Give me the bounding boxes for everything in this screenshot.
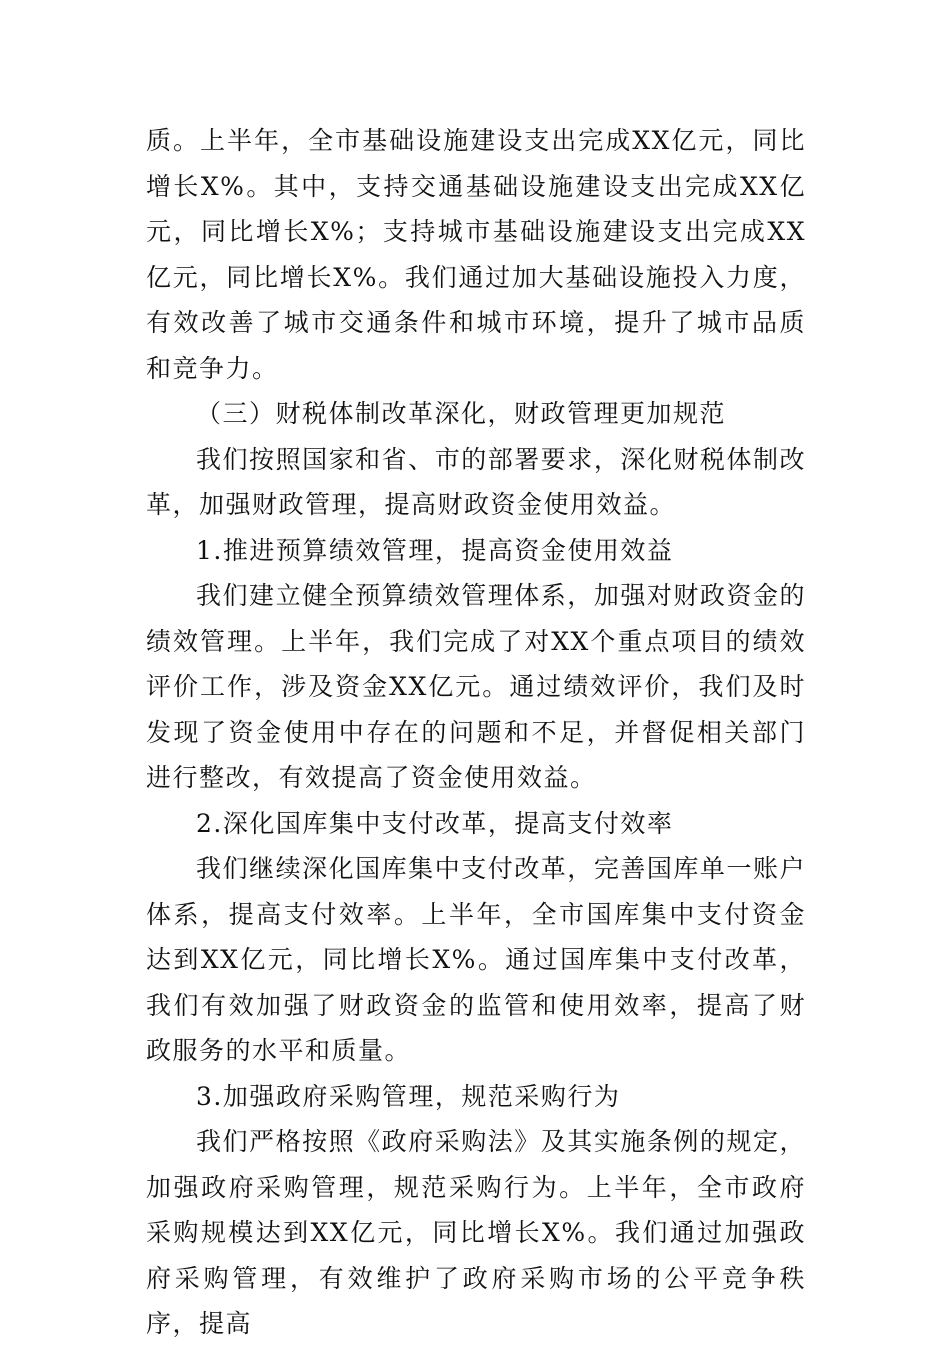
paragraph-government-procurement: 我们严格按照《政府采购法》及其实施条例的规定，加强政府采购管理，规范采购行为。上半年，全市政府采购规模达到XX亿元，同比增长X%。我们通过加强政府采购管理，有效维护了政府采购市场的公平竞争秩序，提高 [146,1127,806,1338]
subheading-2: 2.深化国库集中支付改革，提高支付效率 [196,808,674,838]
document-body [146,118,806,1347]
paragraph-section-intro: 我们按照国家和省、市的部署要求，深化财税体制改革，加强财政管理，提高财政资金使用效益。 [146,444,806,519]
subheading-1: 1.推进预算绩效管理，提高资金使用效益 [196,535,674,565]
paragraph-continued: 质。上半年，全市基础设施建设支出完成XX亿元，同比增长X%。其中，支持交通基础设施建设支出完成XX亿元，同比增长X%；支持城市基础设施建设支出完成XX亿元，同比增长X%。我们通过加大基础设施投入力度，有效改善了城市交通条件和城市环境，提升了城市品质和竞争力。 [146,126,806,383]
paragraph-treasury-payment: 我们继续深化国库集中支付改革，完善国库单一账户体系，提高支付效率。上半年，全市国库集中支付资金达到XX亿元，同比增长X%。通过国库集中支付改革，我们有效加强了财政资金的监管和使用效率，提高了财政服务的水平和质量。 [146,854,806,1065]
subheading-3: 3.加强政府采购管理，规范采购行为 [196,1081,621,1111]
section-heading-three: （三）财税体制改革深化，财政管理更加规范 [196,399,727,428]
paragraph-budget-performance: 我们建立健全预算绩效管理体系，加强对财政资金的绩效管理。上半年，我们完成了对XX个重点项目的绩效评价工作，涉及资金XX亿元。通过绩效评价，我们及时发现了资金使用中存在的问题和不足，并督促相关部门进行整改，有效提高了资金使用效益。 [146,581,806,792]
